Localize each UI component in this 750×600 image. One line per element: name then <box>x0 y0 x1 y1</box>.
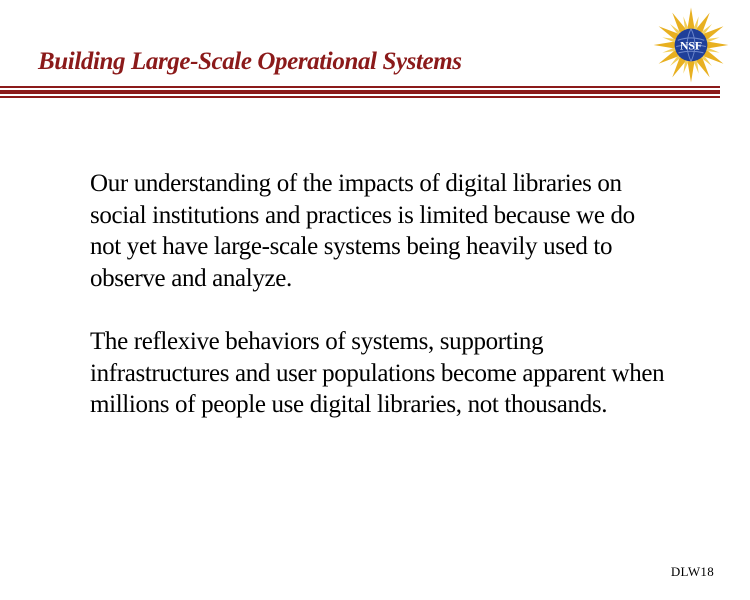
nsf-logo-icon <box>652 6 730 84</box>
title-rule-bottom <box>0 96 720 98</box>
title-rule-middle <box>0 90 720 94</box>
slide-footer-code: DLW18 <box>670 564 714 579</box>
slide-title: Building Large-Scale Operational Systems <box>38 48 462 75</box>
body-paragraph-1: Our understanding of the impacts of digital libraries on social institutions and practices is limited because we do not yet have large-scale systems being heavily used to observe and analyze. <box>90 170 635 292</box>
body-paragraph-2: The reflexive behaviors of systems, supporting infrastructures and user populations become apparent when millions of people use digital libraries, not thousands. <box>90 328 665 418</box>
title-underline-rules <box>0 86 720 100</box>
nsf-logo-text: NSF <box>679 39 703 53</box>
slide-body <box>90 168 670 453</box>
title-rule-top <box>0 86 720 88</box>
